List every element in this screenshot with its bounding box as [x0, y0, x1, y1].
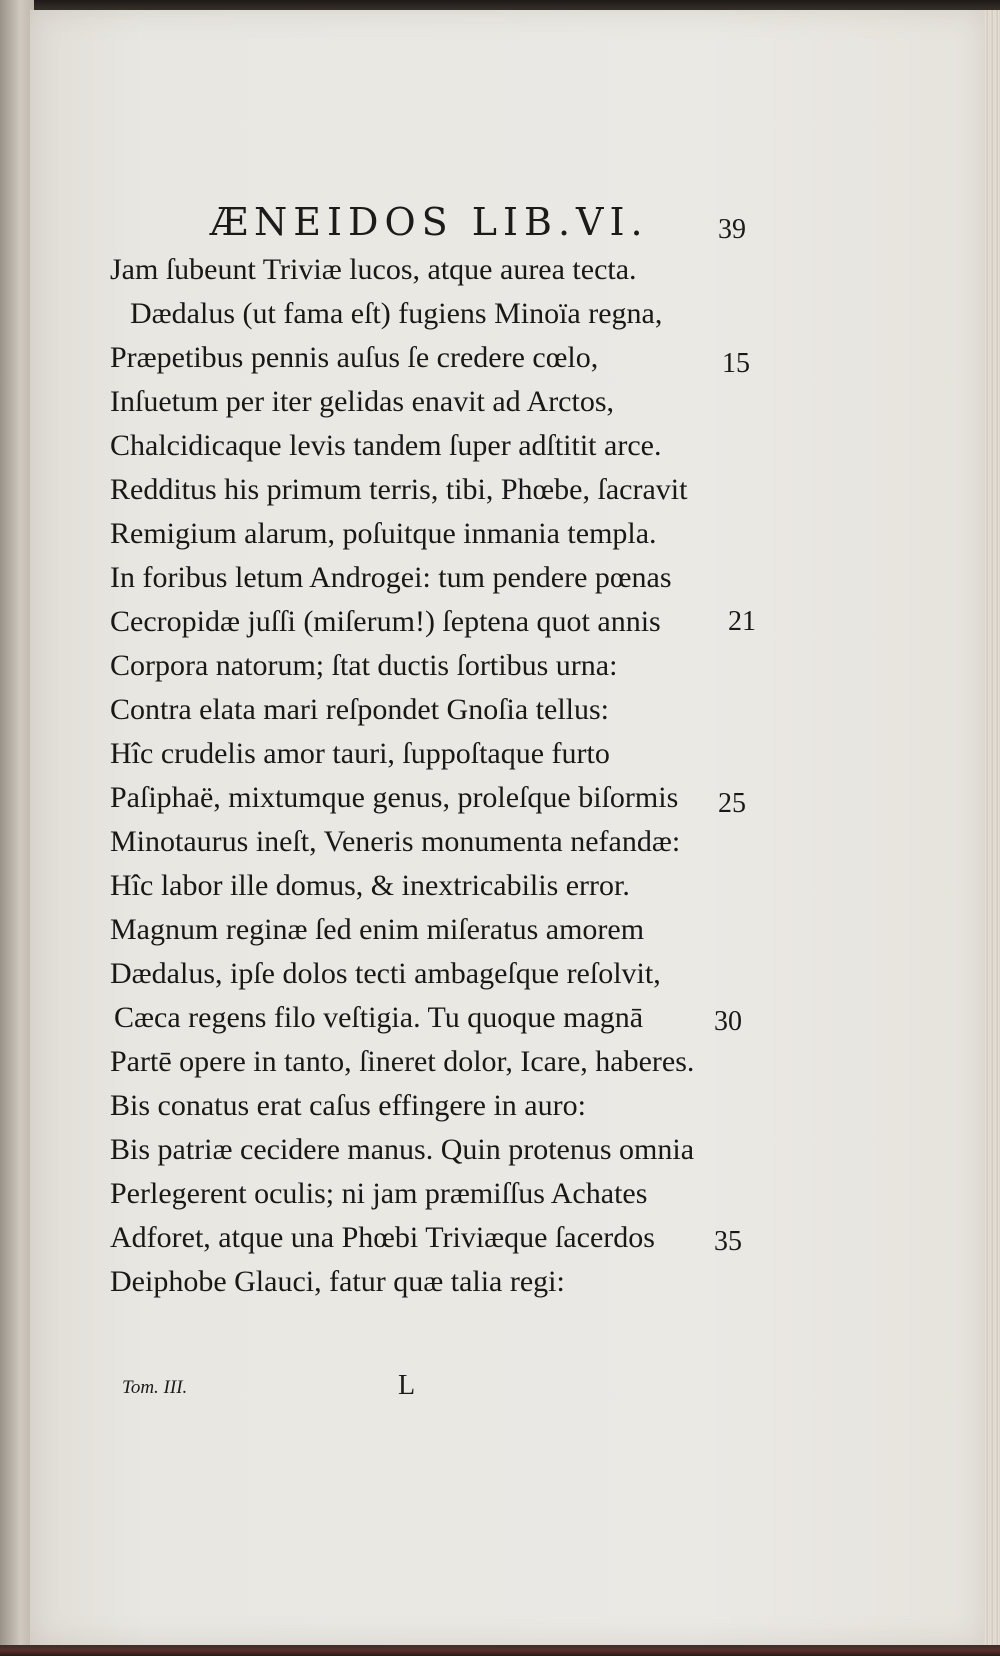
verse-line: Corpora natorum; ſtat ductis ſortibus urna:	[110, 649, 618, 682]
verse-line: Chalcidicaque levis tandem ſuper adſtitit arce.	[110, 429, 662, 462]
signature-mark: L	[398, 1370, 416, 1401]
line-number: 30	[714, 1006, 742, 1037]
line-number: 25	[718, 788, 746, 819]
page-number: 39	[718, 214, 746, 245]
verse-line: Perlegerent oculis; ni jam præmiſſus Achates	[110, 1177, 648, 1210]
verse-line: Jam ſubeunt Triviæ lucos, atque aurea tecta.	[110, 253, 637, 286]
verse-line: Dædalus, ipſe dolos tecti ambageſque reſolvit,	[110, 957, 661, 990]
verse-line: Redditus his primum terris, tibi, Phœbe, ſacravit	[110, 473, 688, 506]
verse-line: Remigium alarum, poſuitque inmania templa.	[110, 517, 657, 550]
verse-line: Hîc labor ille domus, & inextricabilis error.	[110, 869, 630, 902]
bottom-binding	[0, 1645, 1000, 1656]
verse-line: Adforet, atque una Phœbi Triviæque ſacerdos	[110, 1221, 655, 1254]
verse-line: Partē opere in tanto, ſineret dolor, Icare, haberes.	[110, 1045, 695, 1078]
verse-line: Cecropidæ juſſi (miſerum!) ſeptena quot annis	[110, 605, 661, 638]
volume-note: Tom. III.	[122, 1377, 188, 1398]
verse-line: Inſuetum per iter gelidas enavit ad Arctos,	[110, 385, 615, 418]
verse-line: Dædalus (ut fama eſt) fugiens Minoïa regna,	[130, 297, 663, 330]
line-number: 15	[722, 348, 750, 379]
running-head: ÆNEIDOS LIB.VI.	[210, 200, 649, 244]
verse-line: Bis patriæ cecidere manus. Quin protenus omnia	[110, 1133, 695, 1166]
verse-line: Bis conatus erat caſus effingere in auro:	[110, 1089, 586, 1122]
line-number: 21	[728, 606, 756, 637]
verse-line: Cæca regens filo veſtigia. Tu quoque magnā	[114, 1001, 644, 1034]
verse-line: Contra elata mari reſpondet Gnoſia tellus:	[110, 693, 610, 726]
verse-line: Præpetibus pennis auſus ſe credere cœlo,	[110, 341, 599, 374]
verse-line: In foribus letum Androgei: tum pendere pœnas	[110, 561, 672, 594]
verse-line: Hîc crudelis amor tauri, ſuppoſtaque furto	[110, 737, 610, 770]
page-edges-right	[984, 10, 1000, 1645]
verse-line: Magnum reginæ ſed enim miſeratus amorem	[110, 913, 645, 946]
verse-line: Deiphobe Glauci, fatur quæ talia regi:	[110, 1265, 565, 1298]
verse-line: Minotaurus ineſt, Veneris monumenta nefandæ:	[110, 825, 681, 858]
left-page-edge	[0, 0, 34, 1656]
line-number: 35	[714, 1226, 742, 1257]
verse-line: Paſiphaë, mixtumque genus, proleſque biſormis	[110, 781, 679, 814]
